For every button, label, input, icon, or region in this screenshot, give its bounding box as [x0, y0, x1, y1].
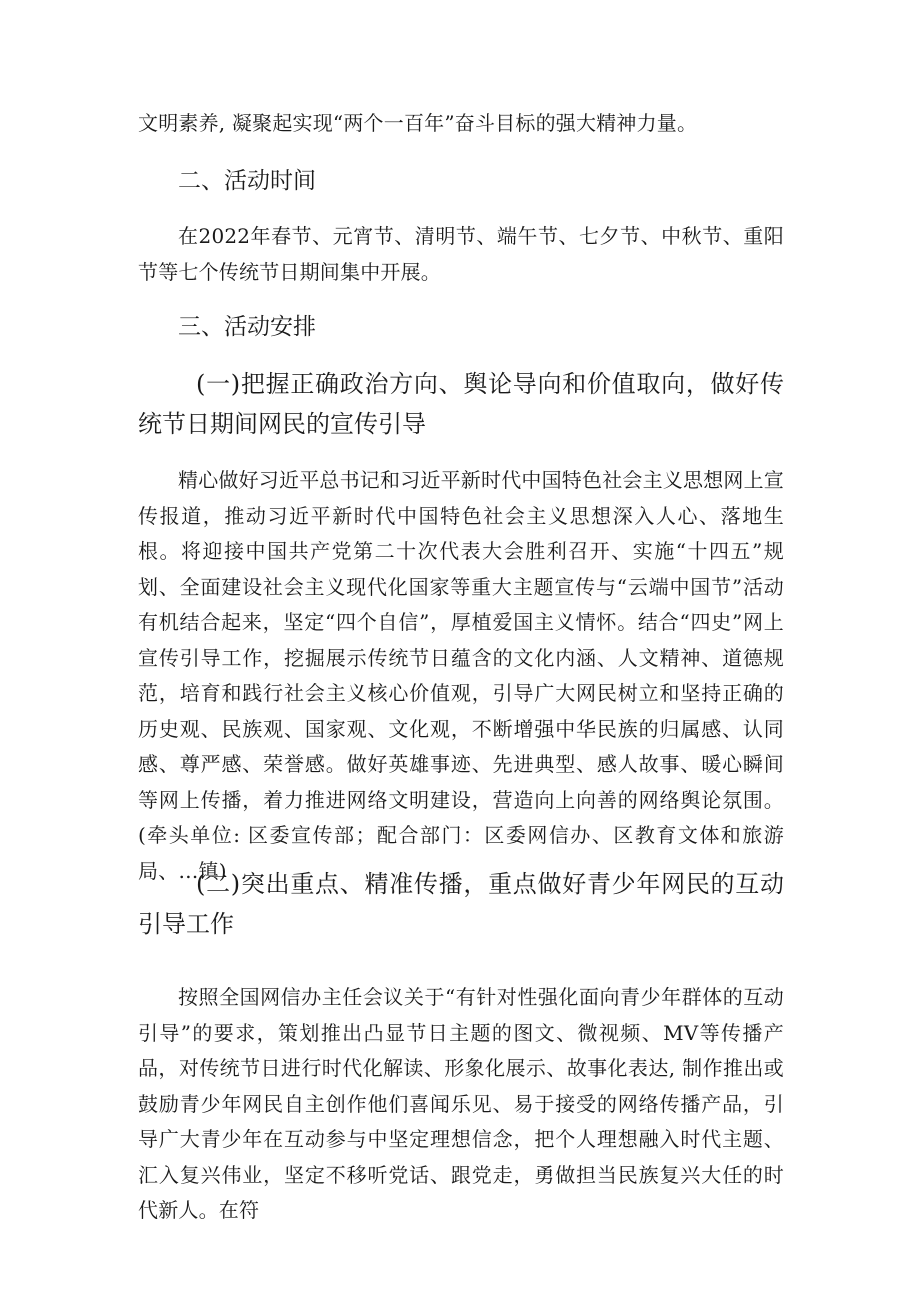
subsection-1-paragraph: 精心做好习近平总书记和习近平新时代中国特色社会主义思想网上宣传报道，推动习近平新时代中国特色社会主义思想深入人心、落地生根。将迎接中国共产党第二十次代表大会胜利召开、实施“十四五”规划、全面建设社会主义现代化国家等重大主题宣传与“云端中国节”活动有机结合起来，坚定“四个自信”，厚植爱国主义情怀。结合“四史”网上宣传引导工作，挖掘展示传统节日蕴含的文化内涵、人文精神、道德规范，培育和践行社会主义核心价值观，引导广大网民树立和坚持正确的历史观、民族观、国家观、文化观，不断增强中华民族的归属感、认同感、尊严感、荣誉感。做好英雄事迹、先进典型、感人故事、暖心瞬间等网上传播，着力推进网络文明建设，营造向上向善的网络舆论氛围。(牵头单位: 区委宣传部；配合部门：区委网信办、区教育文体和旅游局、…镇) — [138, 468, 784, 883]
subsection-heading-1: (一)把握正确政治方向、舆论导向和价值取向，做好传统节日期间网民的宣传引导 — [138, 370, 784, 438]
section-heading-activity-arrangement: 三、活动安排 — [178, 314, 316, 340]
activity-time-paragraph: 在2022年春节、元宵节、清明节、端午节、七夕节、中秋节、重阳节等七个传统节日期间集中开展。 — [138, 224, 784, 284]
subsection-heading-2: (二)突出重点、精准传播，重点做好青少年网民的互动引导工作 — [138, 870, 784, 938]
section-heading-activity-time: 二、活动时间 — [178, 168, 316, 194]
intro-paragraph-tail: 文明素养, 凝聚起实现“两个一百年”奋斗目标的强大精神力量。 — [138, 111, 698, 135]
subsection-2-paragraph: 按照全国网信办主任会议关于“有针对性强化面向青少年群体的互动引导”的要求，策划推出凸显节日主题的图文、微视频、MV等传播产品，对传统节日进行时代化解读、形象化展示、故事化表达, 制作推出或鼓励青少年网民自主创作他们喜闻乐见、易于接受的网络传播产品，引导广大青少年在互动参与中坚定理想信念，把个人理想融入时代主题、汇入复兴伟业，坚定不移听党话、跟党走，勇做担当民族复兴大任的时代新人。在符 — [138, 985, 784, 1222]
